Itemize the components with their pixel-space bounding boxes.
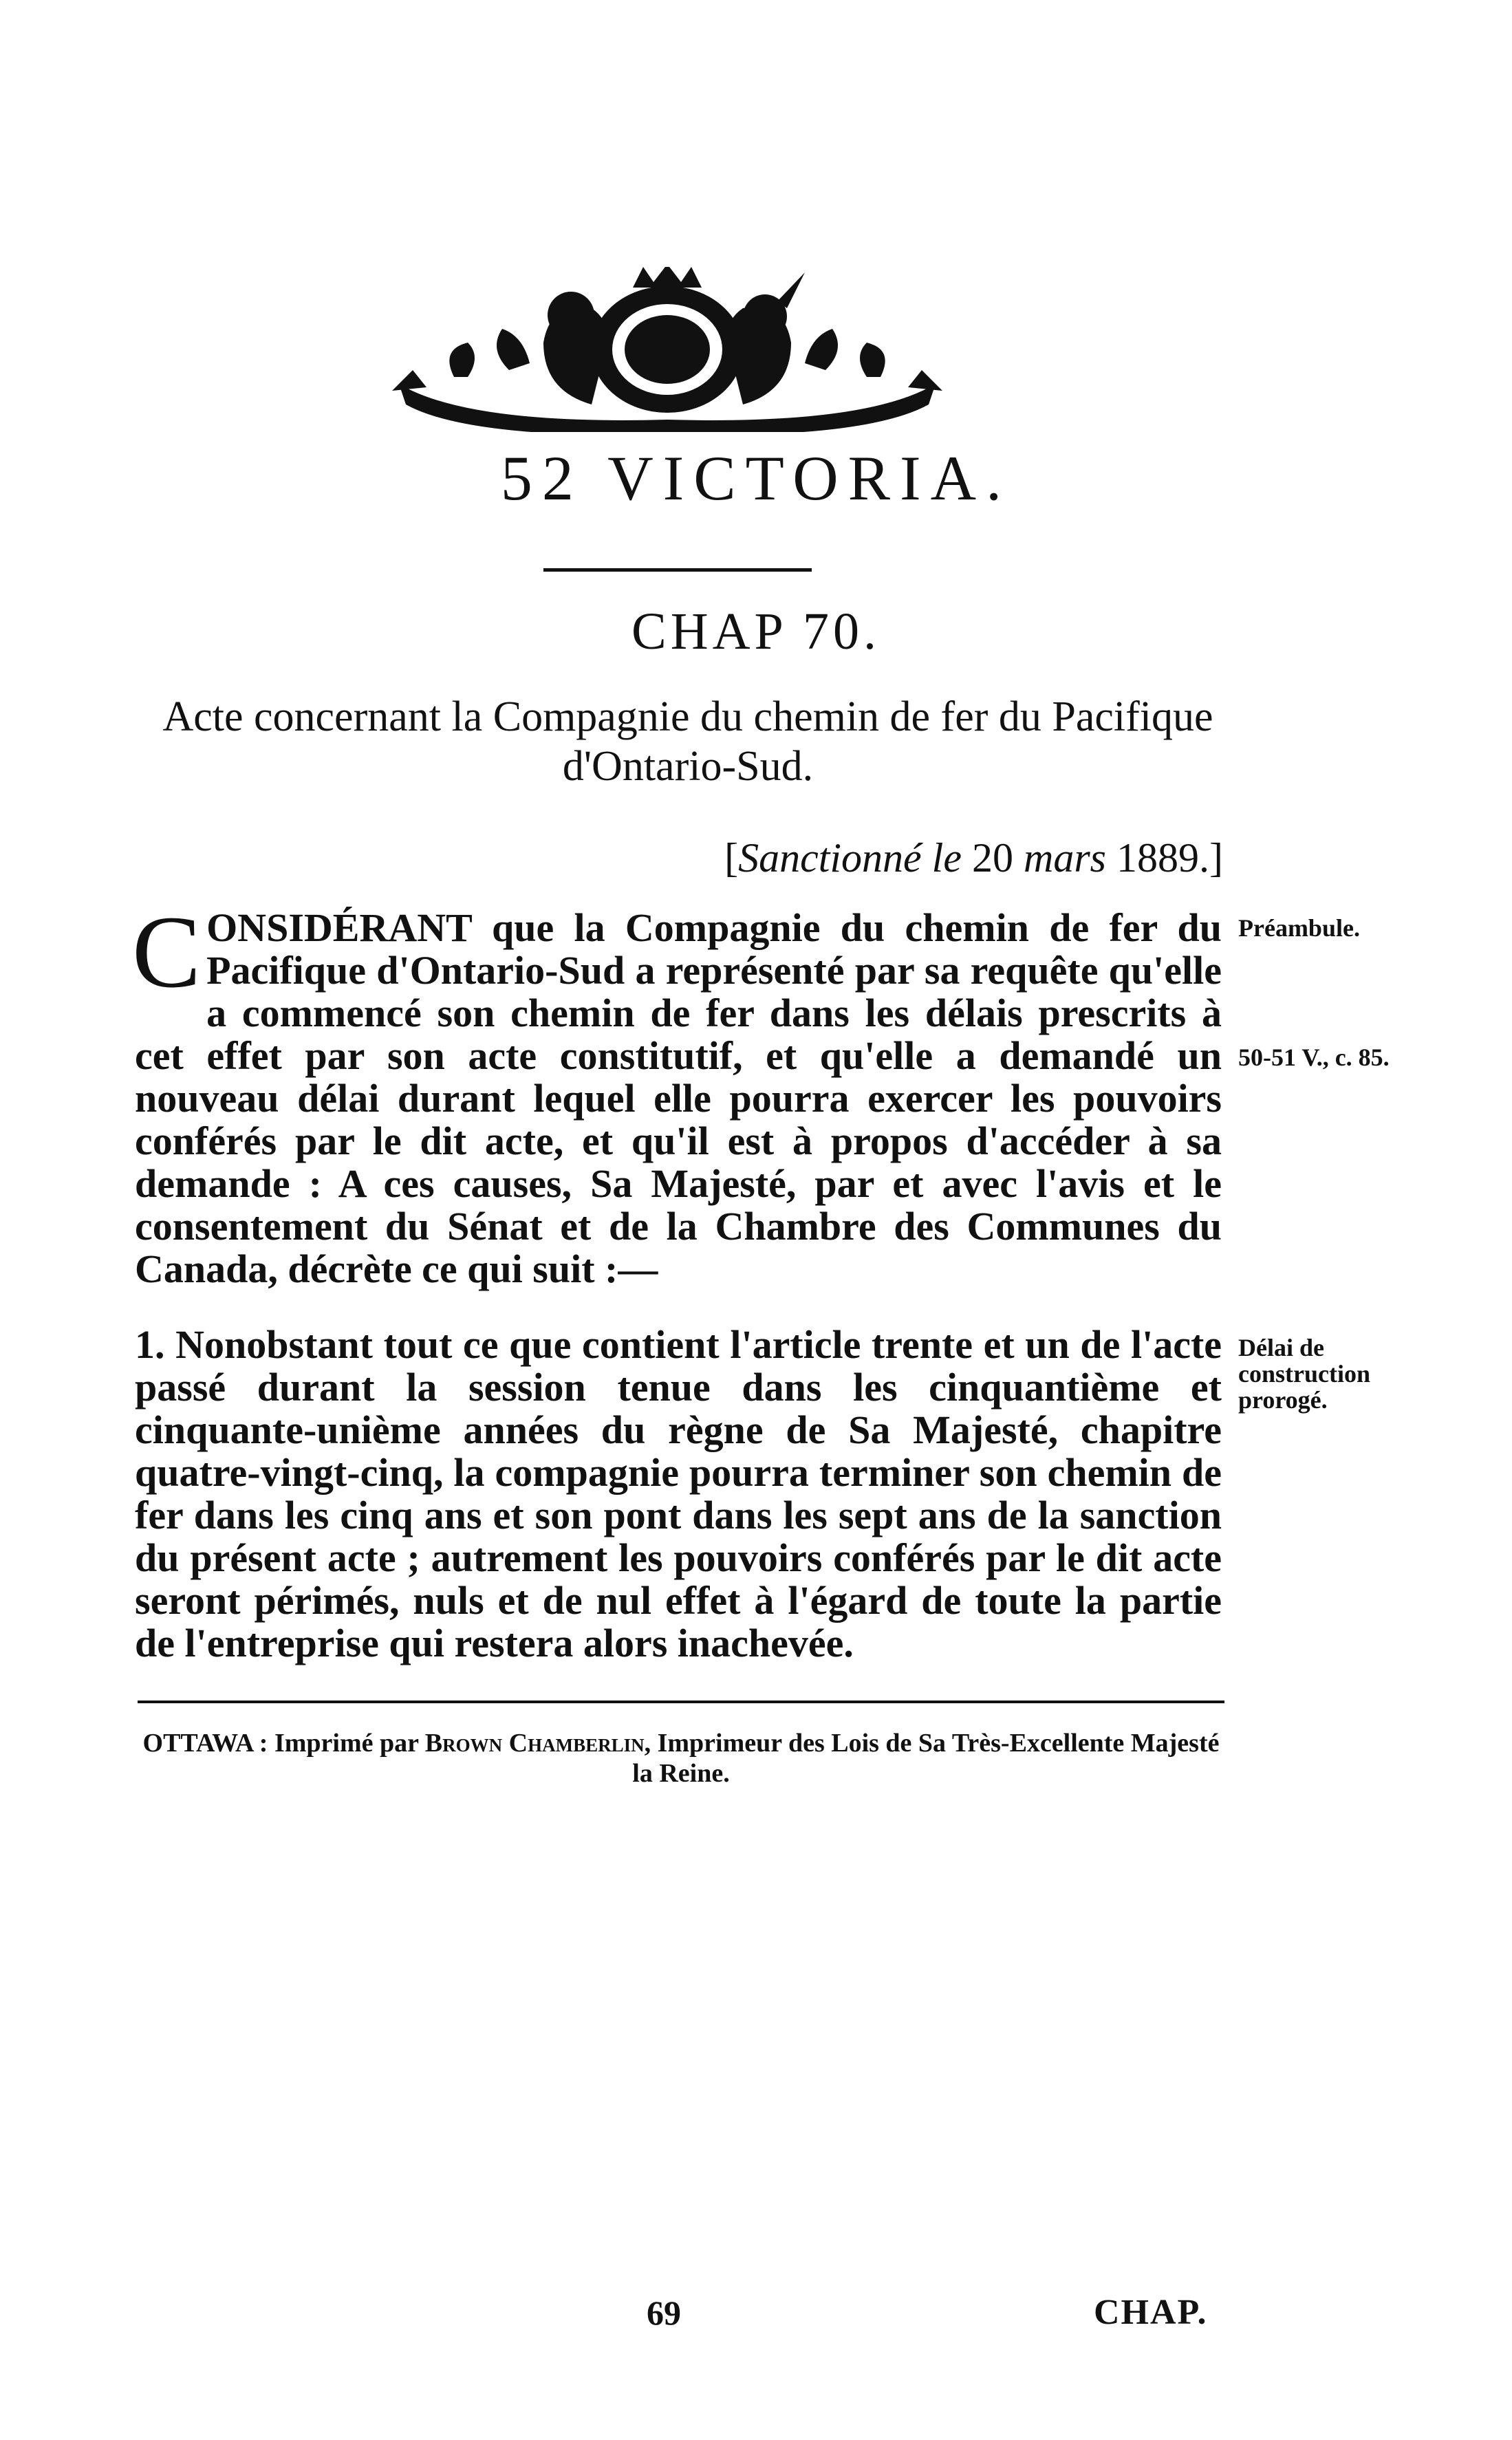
drop-cap: C xyxy=(132,895,202,1009)
article-1-paragraph xyxy=(135,1324,1222,1665)
catchword: CHAP. xyxy=(1094,2293,1208,2332)
title-divider xyxy=(543,568,812,572)
chapter-number: CHAP 70. xyxy=(631,603,881,660)
imprint: OTTAWA : Imprimé par Brown Chamberlin, Imprimeur des Lois de Sa Très-Excellente Majesté la Reine. xyxy=(142,1729,1220,1788)
margin-note-preamble: Préambule. xyxy=(1238,914,1360,942)
sanction-date: [Sanctionné le 20 mars 1889.] xyxy=(724,835,1223,881)
article-number: 1. xyxy=(135,1322,165,1367)
preamble-text: ONSIDÉRANT que la Compagnie du chemin de fer du Pacifique d'Ontario-Sud a représenté par sa requête qu'elle a commencé son chemin de fer dans les délais prescrits à cet effet par son acte constitutif, et qu'elle a demandé un nouveau délai durant lequel elle pourra exercer les pouvoirs conférés par le dit acte, et qu'il est à propos d'accéder à sa demande : A ces causes, Sa Majesté, par et avec l'avis et le consentement du Sénat et de la Chambre des Communes du Canada, décrète ce qui suit :— xyxy=(135,905,1222,1291)
royal-coat-of-arms-icon xyxy=(385,267,949,432)
act-title: Acte concernant la Compagnie du chemin de fer du Pacifique d'Ontario-Sud. xyxy=(162,693,1213,790)
article-1-text: Nonobstant tout ce que contient l'article trente et un de l'acte passé durant la session tenue dans les cinquantième et cinquante-unième années du règne de Sa Majesté, chapitre quatre-vingt-cinq, la compagnie pourra terminer son chemin de fer dans les cinq ans et son pont dans les sept ans de la sanction du présent acte ; autrement les pouvoirs conférés par le dit acte seront périmés, nuls et de nul effet à l'égard de toute la partie de l'entreprise qui restera alors inachevée. xyxy=(135,1322,1222,1665)
page-number: 69 xyxy=(647,2293,681,2332)
margin-note-article-1: Délai de construction prorogé. xyxy=(1238,1334,1370,1414)
margin-note-reference: 50-51 V., c. 85. xyxy=(1238,1044,1390,1071)
preamble-paragraph xyxy=(132,895,1222,1291)
regnal-year: 52 VICTORIA. xyxy=(500,443,1012,513)
imprint-divider xyxy=(138,1701,1224,1703)
